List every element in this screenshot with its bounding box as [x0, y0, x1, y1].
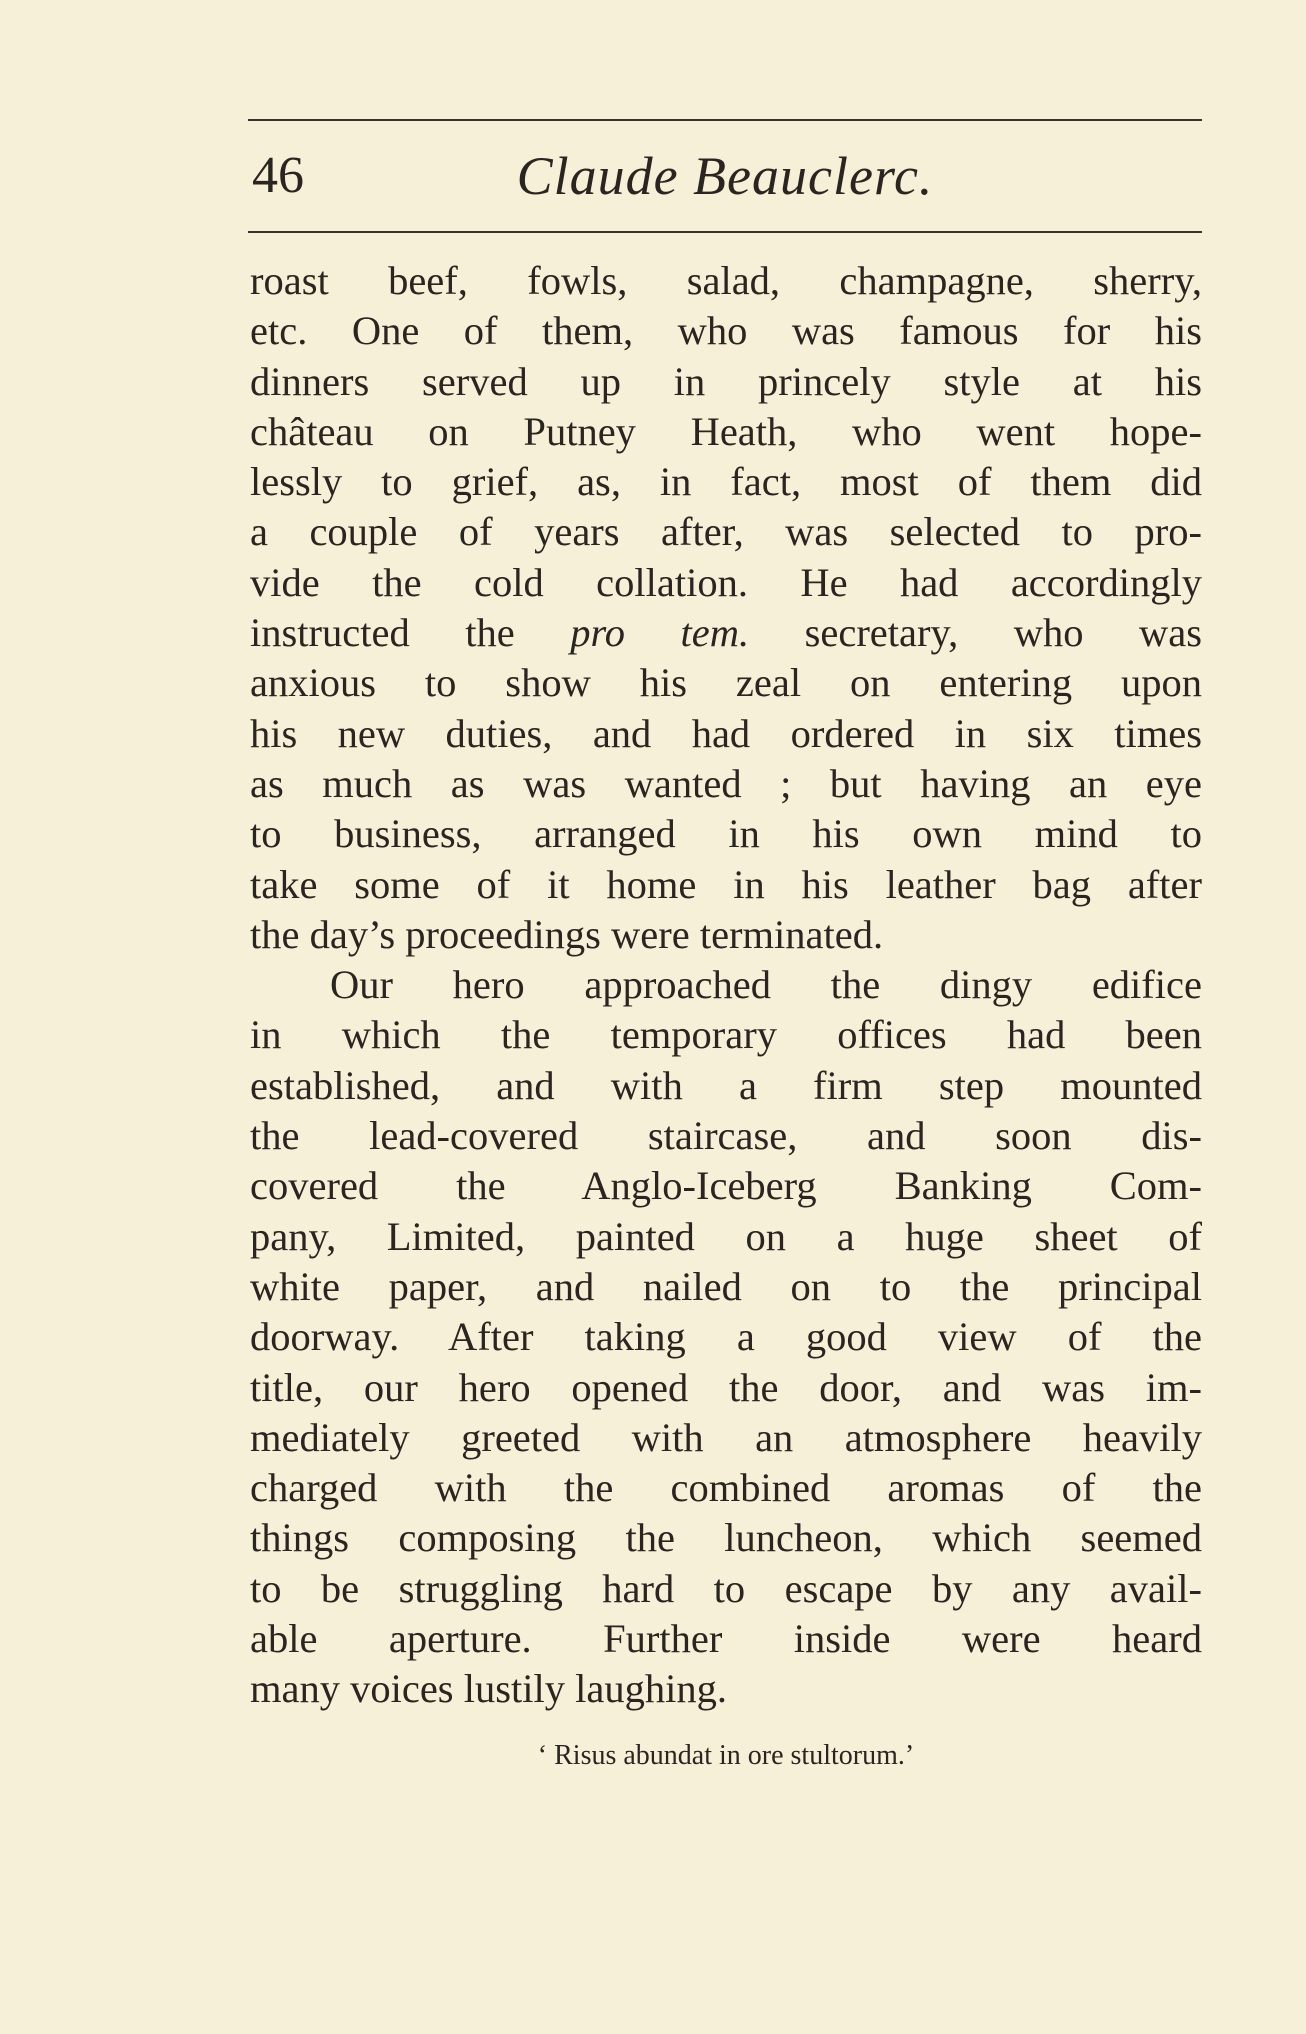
- paragraph-end-line: the day’s proceedings were terminated.: [250, 911, 884, 957]
- text-line: the lead-covered staircase, and soon dis-: [250, 1113, 1202, 1159]
- book-title: Claude Beauclerc.: [516, 146, 934, 206]
- text-line: pany, Limited, painted on a huge sheet of: [250, 1213, 1202, 1259]
- text-segment: instructed the: [250, 610, 515, 656]
- text-line: established, and with a firm step mounted: [250, 1062, 1202, 1108]
- text-line: title, our hero opened the door, and was im-: [250, 1364, 1202, 1410]
- paragraph-start-line: Our hero approached the dingy edifice: [330, 962, 1202, 1008]
- text-line: charged with the combined aromas of the: [250, 1465, 1202, 1511]
- text-line: doorway. After taking a good view of the: [250, 1314, 1202, 1360]
- body-text: [250, 256, 1202, 1715]
- text-line: dinners served up in princely style at his: [250, 358, 1202, 404]
- text-line: his new duties, and had ordered in six times: [250, 710, 1202, 756]
- running-head: [248, 136, 1202, 216]
- text-line: lessly to grief, as, in fact, most of them did: [250, 459, 1202, 505]
- text-line: a couple of years after, was selected to pro-: [250, 509, 1202, 555]
- text-line: take some of it home in his leather bag after: [250, 861, 1202, 907]
- text-line: etc. One of them, who was famous for his: [250, 308, 1202, 354]
- text-line: in which the temporary offices had been: [250, 1012, 1202, 1058]
- paragraph-end-line: many voices lustily laughing.: [250, 1666, 727, 1712]
- text-line: able aperture. Further inside were heard: [250, 1616, 1202, 1662]
- header-rule-bottom: [248, 231, 1202, 233]
- text-line: to business, arranged in his own mind to: [250, 811, 1202, 857]
- text-line: to be struggling hard to escape by any avail-: [250, 1565, 1202, 1611]
- text-line-with-italic: [250, 608, 1202, 658]
- text-line: anxious to show his zeal on entering upon: [250, 660, 1202, 706]
- page-number: 46: [252, 147, 304, 204]
- header-rule-top: [248, 119, 1202, 121]
- text-line: mediately greeted with an atmosphere heavily: [250, 1414, 1202, 1460]
- italic-phrase: pro tem.: [570, 610, 750, 656]
- epigraph: ‘ Risus abundat in ore stultorum.’: [537, 1740, 915, 1771]
- text-line: château on Putney Heath, who went hope-: [250, 408, 1202, 454]
- text-segment: secretary, who was: [804, 610, 1203, 656]
- text-line: vide the cold collation. He had accordingly: [250, 559, 1202, 605]
- text-line: as much as was wanted ; but having an eye: [250, 760, 1202, 806]
- text-line: roast beef, fowls, salad, champagne, sherry,: [250, 258, 1202, 303]
- text-line: covered the Anglo-Iceberg Banking Com-: [250, 1163, 1202, 1209]
- text-line: white paper, and nailed on to the principal: [250, 1263, 1202, 1309]
- text-line: things composing the luncheon, which seemed: [250, 1515, 1202, 1561]
